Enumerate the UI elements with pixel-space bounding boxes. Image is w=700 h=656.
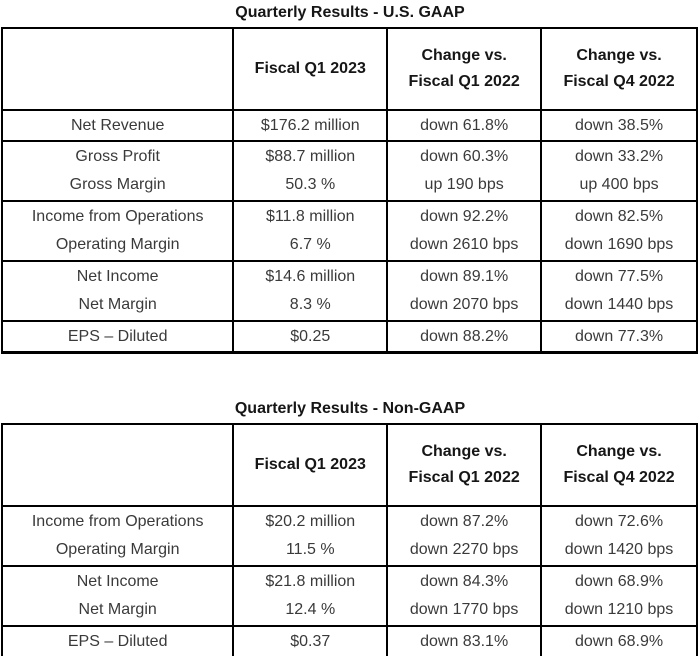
header-line: Fiscal Q4 2022 <box>563 73 675 90</box>
header-line: Fiscal Q1 2023 <box>254 60 366 77</box>
cell-line: down 87.2% <box>420 513 509 530</box>
header-line: Fiscal Q4 2022 <box>563 469 675 486</box>
value-cell <box>387 141 541 201</box>
value-cell <box>387 626 541 656</box>
cell-line: down 61.8% <box>420 116 509 134</box>
value-cell <box>387 506 541 566</box>
table-row <box>2 141 697 201</box>
value-cell <box>541 626 697 656</box>
cell-line: down 77.5% <box>575 268 664 285</box>
cell-line: down 68.9% <box>575 573 664 590</box>
cell-line: down 2610 bps <box>409 236 519 253</box>
cell-line: down 77.3% <box>575 327 664 345</box>
corner-header-cell <box>2 28 233 110</box>
cell-line: 50.3 % <box>285 176 336 193</box>
cell-line: Net Income <box>76 268 159 285</box>
column-header-cell <box>541 424 697 506</box>
us-gaap-results-table <box>1 27 698 354</box>
value-cell <box>541 506 697 566</box>
cell-line: Income from Operations <box>31 513 204 530</box>
table-header <box>2 424 697 506</box>
cell-line: $0.37 <box>290 632 331 650</box>
cell-line: 12.4 % <box>285 601 336 618</box>
value-cell <box>233 506 387 566</box>
header-line: Fiscal Q1 2022 <box>408 469 520 486</box>
cell-line: Net Margin <box>78 296 157 313</box>
cell-line: up 190 bps <box>424 176 504 193</box>
cell-line: 11.5 % <box>285 541 335 558</box>
value-cell <box>233 141 387 201</box>
table-row <box>2 566 697 626</box>
value-cell <box>541 321 697 353</box>
value-cell <box>387 261 541 321</box>
cell-line: down 92.2% <box>420 208 509 225</box>
cell-line: 8.3 % <box>289 296 331 313</box>
table-row <box>2 201 697 261</box>
table-row <box>2 321 697 353</box>
cell-line: Operating Margin <box>55 236 180 253</box>
value-cell <box>233 261 387 321</box>
metric-label-cell <box>2 566 233 626</box>
cell-line: down 33.2% <box>575 148 664 165</box>
cell-line: $14.6 million <box>265 268 356 285</box>
value-cell <box>387 566 541 626</box>
value-cell <box>233 321 387 353</box>
cell-line: $21.8 million <box>265 573 356 590</box>
us-gaap-results-section <box>0 3 700 354</box>
table-header <box>2 28 697 110</box>
table-row <box>2 506 697 566</box>
column-header-cell <box>387 424 541 506</box>
value-cell <box>387 321 541 353</box>
non-gaap-results-section <box>0 399 700 656</box>
cell-line: down 1210 bps <box>564 601 674 618</box>
header-line: Change vs. <box>576 47 662 64</box>
cell-line: down 38.5% <box>575 116 664 134</box>
cell-line: down 1420 bps <box>564 541 674 558</box>
header-line: Change vs. <box>421 47 507 64</box>
corner-header-cell <box>2 424 233 506</box>
value-cell <box>387 110 541 141</box>
header-line: Change vs. <box>421 443 507 460</box>
cell-line: down 72.6% <box>575 513 664 530</box>
cell-line: up 400 bps <box>579 176 659 193</box>
metric-label-cell <box>2 201 233 261</box>
cell-line: down 2070 bps <box>409 296 519 313</box>
value-cell <box>387 201 541 261</box>
cell-line: down 88.2% <box>420 327 509 345</box>
header-line: Fiscal Q1 2022 <box>408 73 520 90</box>
cell-line: down 1440 bps <box>564 296 674 313</box>
non-gaap-table-title: Quarterly Results - Non-GAAP <box>234 400 466 417</box>
cell-line: Net Income <box>76 573 159 590</box>
header-line: Fiscal Q1 2023 <box>254 456 366 473</box>
column-header-cell <box>541 28 697 110</box>
cell-line: 6.7 % <box>289 236 331 253</box>
header-row <box>2 28 697 110</box>
column-header-cell <box>233 424 387 506</box>
cell-line: $11.8 million <box>265 208 355 225</box>
cell-line: down 83.1% <box>420 632 509 650</box>
cell-line: down 1770 bps <box>409 601 519 618</box>
table-row <box>2 261 697 321</box>
cell-line: $176.2 million <box>260 116 360 134</box>
cell-line: $0.25 <box>290 327 331 345</box>
cell-line: down 1690 bps <box>564 236 674 253</box>
cell-line: down 68.9% <box>575 632 664 650</box>
cell-line: $20.2 million <box>265 513 356 530</box>
column-header-cell <box>387 28 541 110</box>
value-cell <box>233 201 387 261</box>
table-body <box>2 506 697 656</box>
column-header-cell <box>233 28 387 110</box>
cell-line: $88.7 million <box>265 148 356 165</box>
value-cell <box>233 566 387 626</box>
metric-label-cell <box>2 506 233 566</box>
cell-line: Income from Operations <box>31 208 204 225</box>
value-cell <box>233 626 387 656</box>
cell-line: down 89.1% <box>420 268 509 285</box>
table-row <box>2 110 697 141</box>
metric-label-cell <box>2 261 233 321</box>
cell-line: down 82.5% <box>575 208 664 225</box>
cell-line: Net Margin <box>78 601 157 618</box>
value-cell <box>541 261 697 321</box>
value-cell <box>541 566 697 626</box>
cell-line: down 2270 bps <box>409 541 519 558</box>
cell-line: Gross Profit <box>75 148 160 165</box>
value-cell <box>541 110 697 141</box>
metric-label-cell <box>2 321 233 353</box>
value-cell <box>233 110 387 141</box>
non-gaap-results-table <box>1 423 698 656</box>
header-line: Change vs. <box>576 443 662 460</box>
cell-line: Operating Margin <box>55 541 180 558</box>
value-cell <box>541 141 697 201</box>
cell-line: Net Revenue <box>70 116 165 134</box>
metric-label-cell <box>2 141 233 201</box>
value-cell <box>541 201 697 261</box>
metric-label-cell <box>2 626 233 656</box>
metric-label-cell <box>2 110 233 141</box>
header-row <box>2 424 697 506</box>
cell-line: Gross Margin <box>69 176 166 193</box>
table-row <box>2 626 697 656</box>
cell-line: down 60.3% <box>420 148 509 165</box>
table-body <box>2 110 697 353</box>
cell-line: down 84.3% <box>420 573 509 590</box>
cell-line: EPS – Diluted <box>67 632 168 650</box>
cell-line: EPS – Diluted <box>67 327 168 345</box>
us-gaap-table-title: Quarterly Results - U.S. GAAP <box>235 4 465 21</box>
